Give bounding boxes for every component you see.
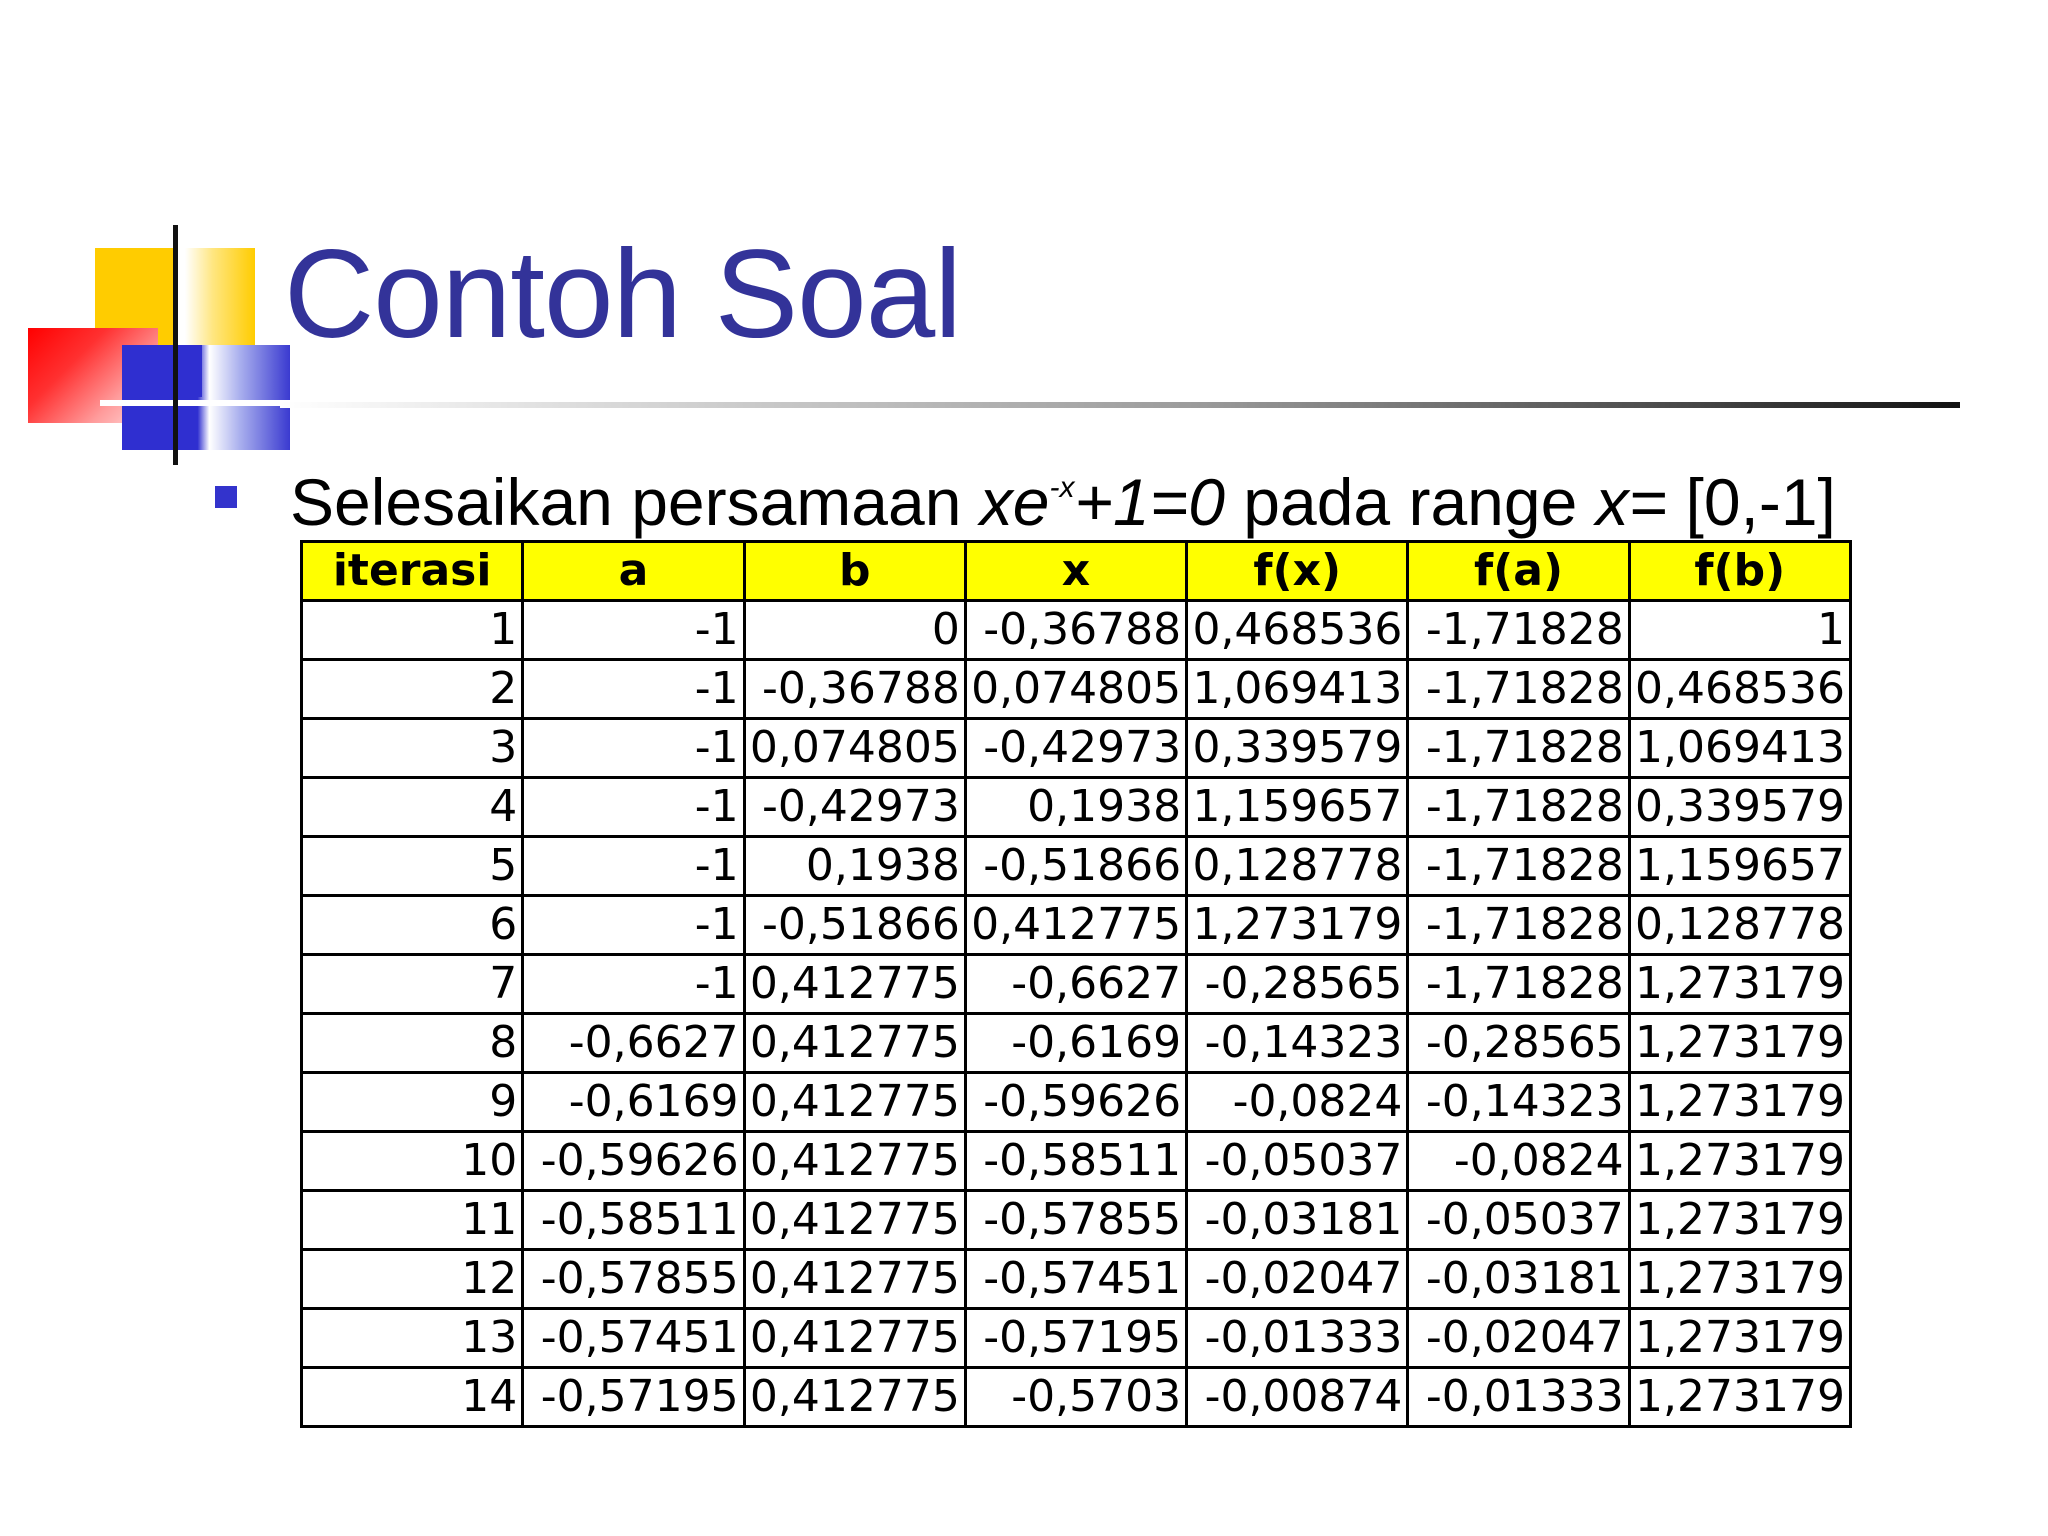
table-cell: 10 [302,1132,523,1191]
table-cell: -0,58511 [965,1132,1186,1191]
table-row [302,1368,1851,1427]
table-cell: 0,412775 [744,1368,965,1427]
column-header: b [744,542,965,601]
table-cell: -0,59626 [523,1132,744,1191]
table-cell: -0,57855 [965,1191,1186,1250]
table-cell: 1,273179 [1629,1368,1850,1427]
table-cell: 0,412775 [744,1250,965,1309]
table-cell: 0,128778 [1629,896,1850,955]
table-cell: 4 [302,778,523,837]
table-cell: 1,069413 [1187,660,1408,719]
table-row [302,837,1851,896]
table-row [302,660,1851,719]
bullet-square-icon [215,486,237,508]
table-cell: 1,273179 [1629,1191,1850,1250]
table-cell: 0,339579 [1629,778,1850,837]
table-cell: 8 [302,1014,523,1073]
table-cell: -0,42973 [744,778,965,837]
table-cell: -0,6627 [523,1014,744,1073]
table-cell: -1,71828 [1408,601,1629,660]
table-row [302,1132,1851,1191]
table-cell: 1,159657 [1629,837,1850,896]
table-cell: 0,1938 [965,778,1186,837]
bullet-text-before: Selesaikan persamaan [290,465,980,539]
table-cell: 7 [302,955,523,1014]
table-cell: -0,59626 [965,1073,1186,1132]
table-cell: -0,42973 [965,719,1186,778]
table-cell: 0,074805 [965,660,1186,719]
table-cell: 11 [302,1191,523,1250]
table-header-row [302,542,1851,601]
table-cell: 0,412775 [744,955,965,1014]
table-cell: -0,57855 [523,1250,744,1309]
table-cell: -0,14323 [1408,1073,1629,1132]
table-cell: 3 [302,719,523,778]
table-cell: 0,128778 [1187,837,1408,896]
table-cell: 2 [302,660,523,719]
column-header: a [523,542,744,601]
slide-title: Contoh Soal [284,225,961,364]
table-cell: -0,51866 [965,837,1186,896]
table-cell: 6 [302,896,523,955]
table-cell: -1 [523,955,744,1014]
table-cell: 1 [302,601,523,660]
table-cell: -0,58511 [523,1191,744,1250]
table-cell: 0 [744,601,965,660]
table-cell: -0,51866 [744,896,965,955]
table-cell: -1 [523,719,744,778]
table-cell: 1,273179 [1629,1014,1850,1073]
bullet-text-middle: pada range [1224,465,1596,539]
table-cell: 1 [1629,601,1850,660]
table-cell: 0,412775 [744,1191,965,1250]
range-value: [0,-1] [1667,465,1836,539]
logo-blue-solid [122,345,202,397]
table-cell: 9 [302,1073,523,1132]
table-cell: 0,074805 [744,719,965,778]
table-cell: 1,273179 [1629,1132,1850,1191]
table-cell: -0,36788 [965,601,1186,660]
iteration-table [300,540,1852,1428]
table-cell: -0,0824 [1187,1073,1408,1132]
table-cell: 0,468536 [1629,660,1850,719]
table-cell: -0,03181 [1408,1250,1629,1309]
table-cell: -0,57451 [965,1250,1186,1309]
table-cell: -0,6169 [965,1014,1186,1073]
table-cell: -0,28565 [1187,955,1408,1014]
table-row [302,719,1851,778]
equation-rest: +1=0 [1074,465,1225,539]
table-row [302,955,1851,1014]
table-cell: 1,273179 [1187,896,1408,955]
table-cell: 0,468536 [1187,601,1408,660]
table-cell: -0,05037 [1187,1132,1408,1191]
table-cell: 0,412775 [744,1132,965,1191]
table-cell: 0,412775 [744,1309,965,1368]
table-cell: 1,069413 [1629,719,1850,778]
table-cell: 0,1938 [744,837,965,896]
table-row [302,1014,1851,1073]
table-cell: 0,339579 [1187,719,1408,778]
table-cell: -1 [523,896,744,955]
table-cell: 5 [302,837,523,896]
table-row [302,1309,1851,1368]
logo-yellow-gradient [185,248,255,348]
table-cell: -0,57195 [965,1309,1186,1368]
table-cell: 13 [302,1309,523,1368]
equation-exponent: -x [1049,471,1075,504]
table-cell: 0,412775 [744,1073,965,1132]
table-cell: -0,05037 [1408,1191,1629,1250]
table-cell: -1,71828 [1408,837,1629,896]
table-cell: -0,01333 [1187,1309,1408,1368]
table-cell: 1,159657 [1187,778,1408,837]
table-cell: 1,273179 [1629,1073,1850,1132]
table-cell: -1,71828 [1408,719,1629,778]
table-row [302,601,1851,660]
table-cell: -1 [523,778,744,837]
column-header: f(b) [1629,542,1850,601]
table-cell: -0,28565 [1408,1014,1629,1073]
table-cell: -1,71828 [1408,896,1629,955]
table-cell: 1,273179 [1629,1309,1850,1368]
table-cell: -0,03181 [1187,1191,1408,1250]
column-header: x [965,542,1186,601]
table-cell: 12 [302,1250,523,1309]
equation-base: xe [979,465,1050,539]
table-cell: -1,71828 [1408,660,1629,719]
table-cell: -1 [523,601,744,660]
table-cell: -0,0824 [1408,1132,1629,1191]
table-cell: 1,273179 [1629,1250,1850,1309]
table-cell: 1,273179 [1629,955,1850,1014]
table-cell: -0,01333 [1408,1368,1629,1427]
table-cell: -1,71828 [1408,778,1629,837]
table-cell: -0,6627 [965,955,1186,1014]
table-cell: -1 [523,660,744,719]
table-cell: -0,57451 [523,1309,744,1368]
table-row [302,778,1851,837]
table-cell: -0,5703 [965,1368,1186,1427]
table-cell: -0,57195 [523,1368,744,1427]
table-body [302,601,1851,1427]
table-cell: -0,14323 [1187,1014,1408,1073]
table-cell: -0,6169 [523,1073,744,1132]
table-cell: 0,412775 [744,1014,965,1073]
table-row [302,1191,1851,1250]
logo-white-bar [100,400,290,406]
table-cell: -0,36788 [744,660,965,719]
column-header: f(a) [1408,542,1629,601]
table-cell: -1,71828 [1408,955,1629,1014]
table-row [302,1073,1851,1132]
table-cell: 0,412775 [965,896,1186,955]
table-cell: 14 [302,1368,523,1427]
table-cell: -1 [523,837,744,896]
table-row [302,1250,1851,1309]
column-header: iterasi [302,542,523,601]
table-cell: -0,02047 [1187,1250,1408,1309]
table-cell: -0,00874 [1187,1368,1408,1427]
column-header: f(x) [1187,542,1408,601]
logo-vertical-bar [173,225,178,465]
title-underline [280,402,1960,408]
table-cell: -0,02047 [1408,1309,1629,1368]
bullet-text [290,466,1836,539]
range-variable: x= [1595,465,1668,539]
table-row [302,896,1851,955]
